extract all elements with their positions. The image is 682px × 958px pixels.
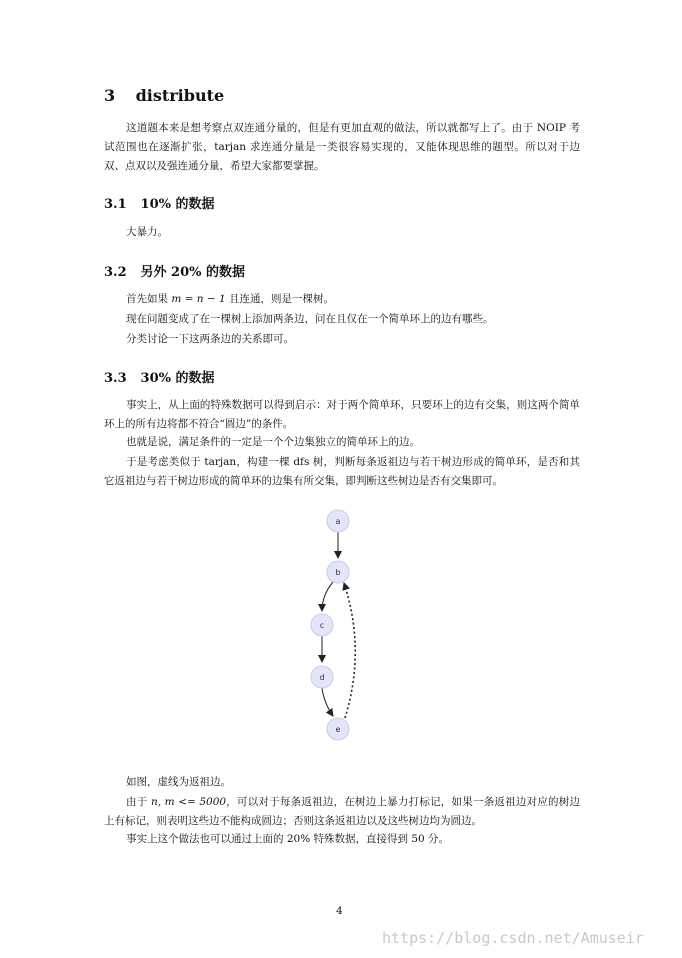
s33-paragraph-4: [104, 793, 580, 831]
subsection-heading-3-3: [104, 367, 215, 386]
edge-d-e: [322, 688, 333, 716]
subsection-title: 10% 的数据: [140, 197, 215, 212]
section-heading: [104, 86, 224, 105]
node-label-e: e: [335, 725, 341, 734]
node-label-b: b: [335, 568, 341, 577]
section-number: 3: [104, 86, 116, 105]
subsection-title: 30% 的数据: [140, 371, 215, 386]
s33-paragraph-1: 事实上，从上面的特殊数据可以得到启示：对于两个简单环，只要环上的边有交集，则这两个简单环上的所有边将都不符合“圆边”的条件。: [104, 399, 580, 430]
node-label-a: a: [335, 517, 341, 526]
intro-paragraph: 这道题本来是想考察点双连通分量的，但是有更加直观的做法，所以就都写上了。由于 NOIP 考试范围也在逐渐扩张，tarjan 求连通分量是一类很容易实现的，又能体现思维的题型。所以对于边双、点双以及强连通分量，希望大家都要掌握。: [104, 122, 580, 172]
node-b: [327, 561, 349, 583]
s32-paragraph-2: 现在问题变成了在一棵树上添加两条边，问在且仅在一个简单环上的边有哪些。: [126, 313, 494, 325]
node-e: [327, 718, 349, 740]
subsection-heading-3-1: [104, 193, 215, 212]
s33-paragraph-3: 于是考虑类似于 tarjan，构建一棵 dfs 树，判断每条返祖边与若干树边形成的简单环，是否和其它返祖边与若干树边形成的简单环的边集有所交集，即判断这些树边是否有交集即可。: [104, 456, 580, 487]
subsection-title: 另外 20% 的数据: [140, 265, 246, 280]
node-label-d: d: [319, 673, 325, 682]
s32-paragraph-3: 分类讨论一下这两条边的关系即可。: [126, 333, 294, 345]
node-d: [311, 666, 333, 688]
watermark: https://blog.csdn.net/Amuseir: [382, 929, 644, 947]
figure-caption: 如图，虚线为返祖边。: [126, 776, 231, 788]
edge-b-c: [322, 582, 333, 611]
s32-p1-text-b: 且连通，则是一棵树。: [225, 293, 335, 305]
node-label-c: c: [319, 621, 325, 630]
s32-paragraph-1: [126, 291, 334, 306]
subsection-number: 3.1: [104, 197, 127, 212]
s33-p4-text-b: ，可以对于每条返祖边，在树边上暴力打标记，如果一条返祖边对应的树边上有标记，则表明这些边不能构成圆边；否则这条返祖边以及这些树边均为圆边。: [104, 796, 580, 827]
subsection-number: 3.3: [104, 371, 127, 386]
s32-p1-text-a: 首先如果: [126, 293, 172, 305]
back-edge-e-b: [344, 583, 355, 718]
page-number: 4: [336, 905, 343, 917]
section-title: distribute: [135, 86, 225, 105]
subsection-number: 3.2: [104, 265, 127, 280]
s33-paragraph-2: 也就是说，满足条件的一定是一个个边集独立的简单环上的边。: [126, 436, 420, 448]
s33-p4-math: n, m <= 5000: [151, 796, 227, 808]
s33-p4-text-a: 由于: [126, 796, 152, 808]
s33-paragraph-5: 事实上这个做法也可以通过上面的 20% 特殊数据，直接得到 50 分。: [126, 833, 450, 845]
s32-p1-math: m = n − 1: [171, 293, 226, 305]
subsection-heading-3-2: [104, 261, 245, 280]
node-a: [327, 510, 349, 532]
dfs-tree-diagram: [300, 500, 380, 750]
s31-body: 大暴力。: [126, 226, 168, 238]
node-c: [311, 614, 333, 636]
